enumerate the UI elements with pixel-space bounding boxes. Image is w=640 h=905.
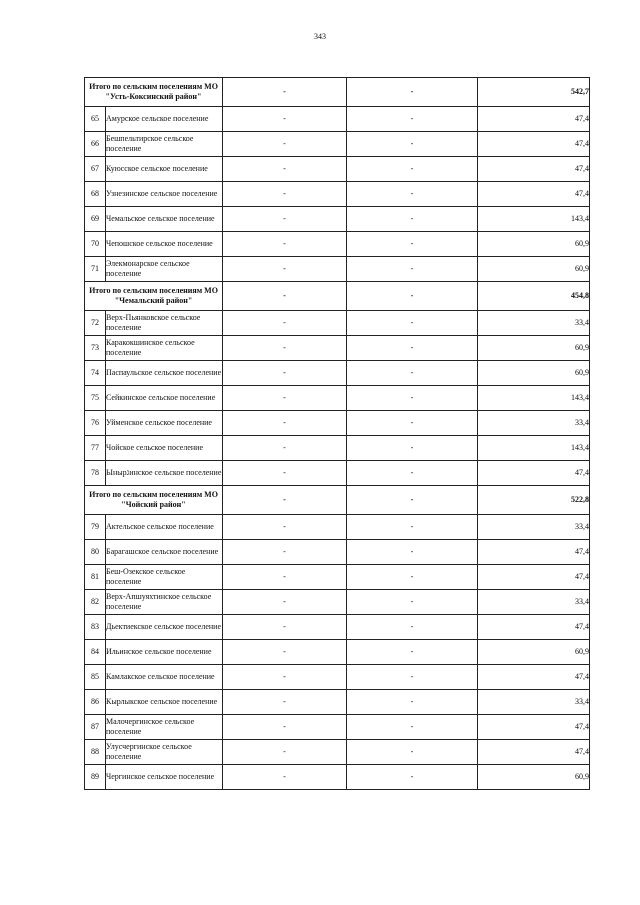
value-c: 60,9 xyxy=(478,232,590,257)
value-b: - xyxy=(347,411,478,436)
row-number: 88 xyxy=(85,740,106,765)
value-b: - xyxy=(347,665,478,690)
value-c: 33,4 xyxy=(478,411,590,436)
value-c: 143,4 xyxy=(478,436,590,461)
value-a: - xyxy=(223,715,347,740)
table-row xyxy=(85,207,590,232)
table-row xyxy=(85,311,590,336)
table-row xyxy=(85,257,590,282)
row-number: 74 xyxy=(85,361,106,386)
row-number: 77 xyxy=(85,436,106,461)
row-number: 85 xyxy=(85,665,106,690)
row-number: 70 xyxy=(85,232,106,257)
value-c: 47,4 xyxy=(478,715,590,740)
value-b: - xyxy=(347,615,478,640)
value-c: 60,9 xyxy=(478,640,590,665)
settlement-name: Барагашское сельское поселение xyxy=(106,540,223,565)
value-b: - xyxy=(347,132,478,157)
value-c: 33,4 xyxy=(478,690,590,715)
settlement-name: Каракокшинское сельское поселение xyxy=(106,336,223,361)
subtotal-row xyxy=(85,486,590,515)
row-number: 71 xyxy=(85,257,106,282)
table-row xyxy=(85,336,590,361)
value-b: - xyxy=(347,107,478,132)
value-b: - xyxy=(347,78,478,107)
value-b: - xyxy=(347,257,478,282)
settlement-name: Малочергинское сельское поселение xyxy=(106,715,223,740)
settlement-name: Беш-Озекское сельское поселение xyxy=(106,565,223,590)
table-row xyxy=(85,361,590,386)
value-a: - xyxy=(223,411,347,436)
row-number: 68 xyxy=(85,182,106,207)
table-row xyxy=(85,411,590,436)
value-a: - xyxy=(223,157,347,182)
value-a: - xyxy=(223,336,347,361)
row-number: 72 xyxy=(85,311,106,336)
table-row xyxy=(85,386,590,411)
settlement-name: Ынырגинское сельское поселение xyxy=(106,461,223,486)
subtotal-label: Итого по сельским поселениям МО "Чойский район" xyxy=(85,486,223,515)
value-b: - xyxy=(347,540,478,565)
value-b: - xyxy=(347,386,478,411)
value-c: 47,4 xyxy=(478,132,590,157)
value-c: 454,8 xyxy=(478,282,590,311)
value-a: - xyxy=(223,361,347,386)
table-row xyxy=(85,590,590,615)
value-a: - xyxy=(223,107,347,132)
settlement-name: Паспаульское сельское поселение xyxy=(106,361,223,386)
value-b: - xyxy=(347,715,478,740)
value-c: 47,4 xyxy=(478,665,590,690)
row-number: 82 xyxy=(85,590,106,615)
value-c: 143,4 xyxy=(478,386,590,411)
value-a: - xyxy=(223,765,347,790)
value-a: - xyxy=(223,515,347,540)
value-b: - xyxy=(347,157,478,182)
table-row xyxy=(85,615,590,640)
value-c: 47,4 xyxy=(478,565,590,590)
settlement-name: Кырлыкское сельское поселение xyxy=(106,690,223,715)
settlement-name: Сейкинское сельское поселение xyxy=(106,386,223,411)
value-c: 47,4 xyxy=(478,461,590,486)
value-a: - xyxy=(223,486,347,515)
value-a: - xyxy=(223,78,347,107)
value-c: 60,9 xyxy=(478,336,590,361)
table-row xyxy=(85,690,590,715)
row-number: 65 xyxy=(85,107,106,132)
value-c: 542,7 xyxy=(478,78,590,107)
value-c: 522,8 xyxy=(478,486,590,515)
value-b: - xyxy=(347,282,478,311)
table-row xyxy=(85,107,590,132)
settlement-name: Дьектиекское сельское поселение xyxy=(106,615,223,640)
settlement-name: Чепошское сельское поселение xyxy=(106,232,223,257)
settlement-name: Камлакское сельское поселение xyxy=(106,665,223,690)
value-a: - xyxy=(223,590,347,615)
value-c: 47,4 xyxy=(478,540,590,565)
allocation-table xyxy=(84,77,590,790)
value-a: - xyxy=(223,740,347,765)
value-b: - xyxy=(347,436,478,461)
value-c: 47,4 xyxy=(478,107,590,132)
value-a: - xyxy=(223,257,347,282)
row-number: 89 xyxy=(85,765,106,790)
table-row xyxy=(85,461,590,486)
table-row xyxy=(85,765,590,790)
value-b: - xyxy=(347,515,478,540)
row-number: 69 xyxy=(85,207,106,232)
table-row xyxy=(85,640,590,665)
table-row xyxy=(85,565,590,590)
settlement-name: Чойское сельское поселение xyxy=(106,436,223,461)
subtotal-row xyxy=(85,78,590,107)
row-number: 78 xyxy=(85,461,106,486)
value-a: - xyxy=(223,461,347,486)
value-c: 47,4 xyxy=(478,740,590,765)
value-b: - xyxy=(347,232,478,257)
settlement-name: Амурское сельское поселение xyxy=(106,107,223,132)
settlement-name: Улусчергинское сельское поселение xyxy=(106,740,223,765)
value-a: - xyxy=(223,232,347,257)
value-b: - xyxy=(347,590,478,615)
row-number: 80 xyxy=(85,540,106,565)
value-a: - xyxy=(223,640,347,665)
settlement-name: Верх-Пьянковское сельское поселение xyxy=(106,311,223,336)
value-b: - xyxy=(347,740,478,765)
value-b: - xyxy=(347,486,478,515)
value-c: 47,4 xyxy=(478,615,590,640)
page-number: 343 xyxy=(314,32,326,41)
subtotal-label: Итого по сельским поселениям МО "Усть-Коксинский район" xyxy=(85,78,223,107)
value-a: - xyxy=(223,540,347,565)
value-b: - xyxy=(347,690,478,715)
table-row xyxy=(85,132,590,157)
row-number: 79 xyxy=(85,515,106,540)
settlement-name: Чергинское сельское поселение xyxy=(106,765,223,790)
row-number: 84 xyxy=(85,640,106,665)
table-row xyxy=(85,157,590,182)
table-row xyxy=(85,665,590,690)
value-a: - xyxy=(223,207,347,232)
row-number: 87 xyxy=(85,715,106,740)
settlement-name: Бешпельтирское сельское поселение xyxy=(106,132,223,157)
value-c: 33,4 xyxy=(478,515,590,540)
value-a: - xyxy=(223,615,347,640)
settlement-name: Чемальское сельское поселение xyxy=(106,207,223,232)
value-b: - xyxy=(347,565,478,590)
value-a: - xyxy=(223,182,347,207)
row-number: 83 xyxy=(85,615,106,640)
row-number: 81 xyxy=(85,565,106,590)
value-c: 47,4 xyxy=(478,157,590,182)
value-a: - xyxy=(223,436,347,461)
value-a: - xyxy=(223,665,347,690)
row-number: 76 xyxy=(85,411,106,436)
value-a: - xyxy=(223,565,347,590)
settlement-name: Ильинское сельское поселение xyxy=(106,640,223,665)
table-row xyxy=(85,436,590,461)
table-row xyxy=(85,232,590,257)
settlement-name: Куюсское сельское поселение xyxy=(106,157,223,182)
value-c: 143,4 xyxy=(478,207,590,232)
row-number: 66 xyxy=(85,132,106,157)
value-b: - xyxy=(347,461,478,486)
value-c: 33,4 xyxy=(478,590,590,615)
value-c: 60,9 xyxy=(478,765,590,790)
table-row xyxy=(85,182,590,207)
value-a: - xyxy=(223,311,347,336)
settlement-name: Верх-Апшуяхтинское сельское поселение xyxy=(106,590,223,615)
row-number: 75 xyxy=(85,386,106,411)
row-number: 73 xyxy=(85,336,106,361)
table-row xyxy=(85,515,590,540)
value-b: - xyxy=(347,765,478,790)
value-b: - xyxy=(347,311,478,336)
value-a: - xyxy=(223,386,347,411)
value-c: 60,9 xyxy=(478,257,590,282)
settlement-name: Уйменское сельское поселение xyxy=(106,411,223,436)
table-row xyxy=(85,740,590,765)
value-b: - xyxy=(347,182,478,207)
settlement-name: Актельское сельское поселение xyxy=(106,515,223,540)
row-number: 67 xyxy=(85,157,106,182)
settlement-name: Элекмонарское сельское поселение xyxy=(106,257,223,282)
value-c: 47,4 xyxy=(478,182,590,207)
subtotal-row xyxy=(85,282,590,311)
value-b: - xyxy=(347,361,478,386)
value-a: - xyxy=(223,690,347,715)
table-row xyxy=(85,715,590,740)
table-row xyxy=(85,540,590,565)
value-c: 60,9 xyxy=(478,361,590,386)
value-b: - xyxy=(347,207,478,232)
value-b: - xyxy=(347,640,478,665)
value-b: - xyxy=(347,336,478,361)
subtotal-label: Итого по сельским поселениям МО "Чемальский район" xyxy=(85,282,223,311)
value-a: - xyxy=(223,132,347,157)
row-number: 86 xyxy=(85,690,106,715)
settlement-name: Узнезинское сельское поселение xyxy=(106,182,223,207)
value-c: 33,4 xyxy=(478,311,590,336)
value-a: - xyxy=(223,282,347,311)
